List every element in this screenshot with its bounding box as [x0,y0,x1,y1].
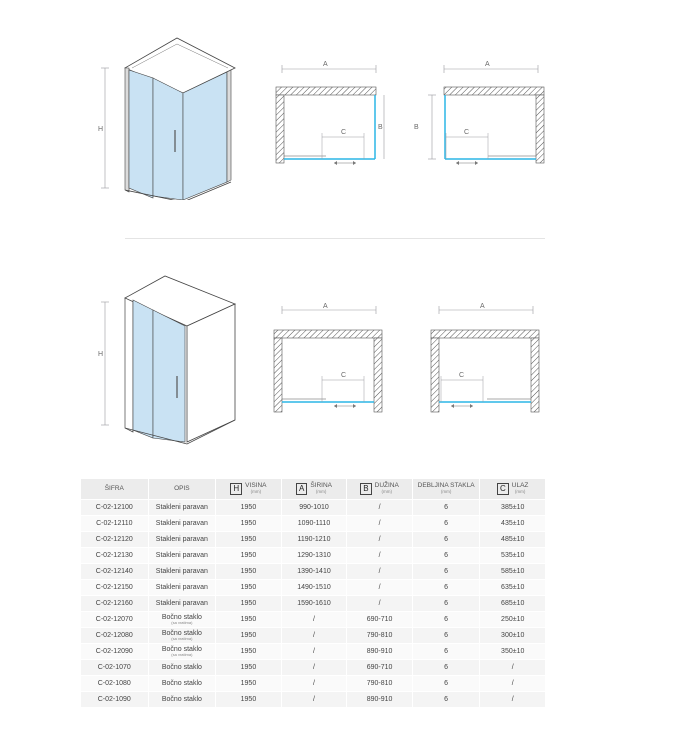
cell-ulaz: 300±10 [480,628,545,643]
cell-sifra: C-02-12070 [81,612,148,627]
cell-opis [149,516,216,531]
cell-sirina: / [282,692,347,707]
cell-sirina: 1290-1310 [282,548,347,563]
cell-opis-text: Bočno staklo [161,646,202,653]
cell-debljina: 6 [413,644,480,659]
cell-sifra: C-02-12110 [81,516,148,531]
cell-sifra: C-02-12150 [81,580,148,595]
enclosure-3d-corner-drawing [95,30,245,200]
cell-opis [149,628,216,643]
cell-ulaz: 585±10 [480,564,545,579]
dim-label-c: C [464,129,470,136]
cell-duzina: / [347,596,412,611]
cell-ulaz: 485±10 [480,532,545,547]
cell-opis-text: Bočno staklo [161,664,202,671]
cell-debljina: 6 [413,564,480,579]
cell-opis-text: Bočno staklo [161,614,202,621]
cell-ulaz: 685±10 [480,596,545,611]
cell-debljina: 6 [413,596,480,611]
cell-sifra: C-02-12100 [81,500,148,515]
cell-opis [149,564,216,579]
badge-b: B [360,483,371,495]
cell-opis-text: Stakleni paravan [155,600,208,607]
cell-sirina: 1090-1110 [282,516,347,531]
col-header-duzina: B DUŽINA (mm) [347,479,412,499]
cell-duzina: / [347,580,412,595]
cell-opis [149,596,216,611]
table-row [81,580,545,595]
table-row [81,660,545,675]
dim-label-c: C [341,372,347,379]
cell-sifra: C-02-12080 [81,628,148,643]
cell-ulaz: 250±10 [480,612,545,627]
badge-a: A [296,483,307,495]
table-row [81,644,545,659]
cell-opis-text: Bočno staklo [161,680,202,687]
cell-sirina: 1390-1410 [282,564,347,579]
col-header-opis: OPIS [149,479,216,499]
cell-opis-text: Bočno staklo [161,630,202,637]
dim-label-c: C [459,372,465,379]
cell-ulaz: / [480,660,545,675]
col-header-sirina: A ŠIRINA (mm) [282,479,347,499]
cell-debljina: 6 [413,676,480,691]
cell-visina: 1950 [216,548,281,563]
dim-label-h: H [98,351,104,358]
cell-sifra: C-02-12090 [81,644,148,659]
table-row [81,500,545,515]
cell-sirina: / [282,612,347,627]
cell-duzina: / [347,532,412,547]
plan-view-right-side-glass [268,55,388,175]
cell-sifra: C-02-1070 [81,660,148,675]
cell-debljina: 6 [413,628,480,643]
cell-sifra: C-02-12160 [81,596,148,611]
cell-ulaz: 635±10 [480,580,545,595]
cell-ulaz: / [480,676,545,691]
cell-visina: 1950 [216,660,281,675]
cell-ulaz: 385±10 [480,500,545,515]
table-row [81,628,545,643]
cell-sifra: C-02-1090 [81,692,148,707]
dim-label-h: H [98,126,104,133]
cell-sirina: 990-1010 [282,500,347,515]
cell-opis [149,660,216,675]
dim-label-a: A [323,61,328,68]
cell-visina: 1950 [216,500,281,515]
cell-opis-text: Stakleni paravan [155,568,208,575]
cell-opis-text: Stakleni paravan [155,552,208,559]
table-row [81,676,545,691]
cell-visina: 1950 [216,516,281,531]
cell-opis [149,580,216,595]
cell-visina: 1950 [216,580,281,595]
table-header-row [81,479,545,499]
dim-label-a: A [480,303,485,310]
cell-visina: 1950 [216,644,281,659]
cell-duzina: / [347,500,412,515]
cell-opis-subtext: (sa vratima) [171,620,193,625]
cell-duzina: 890-910 [347,692,412,707]
dim-label-a: A [485,61,490,68]
col-header-visina: H VISINA (mm) [216,479,281,499]
cell-sirina: / [282,660,347,675]
cell-ulaz: 435±10 [480,516,545,531]
cell-sifra: C-02-12140 [81,564,148,579]
dim-label-b: B [378,124,383,131]
cell-opis-text: Stakleni paravan [155,504,208,511]
cell-visina: 1950 [216,612,281,627]
cell-sirina: 1590-1610 [282,596,347,611]
table-row [81,564,545,579]
col-header-ulaz: C ULAZ (mm) [480,479,545,499]
cell-debljina: 6 [413,612,480,627]
cell-opis-text: Bočno staklo [161,696,202,703]
cell-debljina: 6 [413,660,480,675]
col-header-debljina: DEBLJINA STAKLA (mm) [413,479,480,499]
cell-sirina: 1490-1510 [282,580,347,595]
spec-table [80,478,546,708]
cell-visina: 1950 [216,692,281,707]
cell-opis [149,676,216,691]
plan-view-niche-right [425,300,545,420]
cell-debljina: 6 [413,548,480,563]
cell-debljina: 6 [413,532,480,547]
cell-opis [149,548,216,563]
badge-c: C [497,483,509,495]
table-row [81,516,545,531]
cell-opis [149,692,216,707]
cell-visina: 1950 [216,676,281,691]
cell-duzina: 690-710 [347,612,412,627]
cell-duzina: / [347,516,412,531]
dim-label-b: B [414,124,419,131]
dim-label-c: C [341,129,347,136]
cell-opis [149,532,216,547]
cell-ulaz: 350±10 [480,644,545,659]
cell-opis-text: Stakleni paravan [155,520,208,527]
cell-duzina: 790-810 [347,676,412,691]
cell-opis-text: Stakleni paravan [155,584,208,591]
cell-sirina: / [282,628,347,643]
table-row [81,692,545,707]
cell-duzina: 690-710 [347,660,412,675]
section-divider [125,238,545,239]
cell-sifra: C-02-1080 [81,676,148,691]
cell-visina: 1950 [216,564,281,579]
cell-opis-text: Stakleni paravan [155,536,208,543]
cell-opis [149,500,216,515]
cell-ulaz: 535±10 [480,548,545,563]
table-row [81,532,545,547]
table-row [81,596,545,611]
cell-debljina: 6 [413,500,480,515]
cell-duzina: 890-910 [347,644,412,659]
cell-opis-subtext: (sa vratima) [171,636,193,641]
cell-debljina: 6 [413,580,480,595]
cell-visina: 1950 [216,628,281,643]
cell-opis [149,644,216,659]
cell-duzina: / [347,564,412,579]
cell-sifra: C-02-12120 [81,532,148,547]
badge-h: H [230,483,242,495]
enclosure-3d-niche-drawing [95,270,245,445]
cell-sifra: C-02-12130 [81,548,148,563]
cell-sirina: / [282,676,347,691]
cell-visina: 1950 [216,532,281,547]
table-row [81,548,545,563]
cell-duzina: 790-810 [347,628,412,643]
cell-visina: 1950 [216,596,281,611]
col-header-sifra: ŠIFRA [81,479,148,499]
cell-sirina: 1190-1210 [282,532,347,547]
plan-view-left-side-glass [410,55,550,180]
table-row [81,612,545,627]
cell-duzina: / [347,548,412,563]
cell-debljina: 6 [413,516,480,531]
plan-view-niche-left [268,300,388,420]
dim-label-a: A [323,303,328,310]
cell-debljina: 6 [413,692,480,707]
cell-ulaz: / [480,692,545,707]
cell-sirina: / [282,644,347,659]
cell-opis-subtext: (sa vratima) [171,652,193,657]
cell-opis [149,612,216,627]
